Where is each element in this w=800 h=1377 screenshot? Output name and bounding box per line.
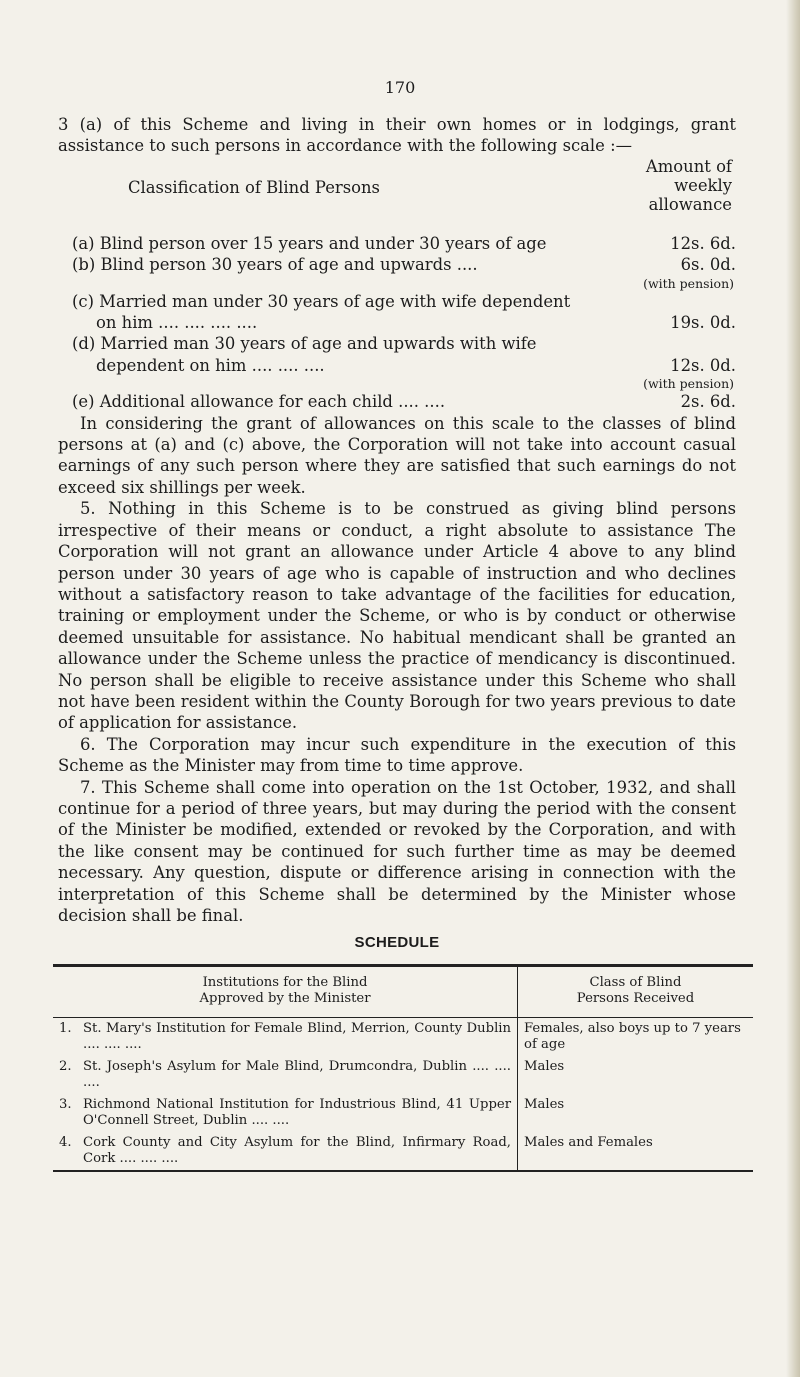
clause-3-intro: 3 (a) of this Scheme and living in their own homes or in lodgings, grant assistance to such persons in accordance with the following scale :— xyxy=(58,115,736,156)
table-row xyxy=(53,1132,753,1171)
schedule-table xyxy=(53,964,753,1172)
scale-value: 12s. 6d. xyxy=(670,233,736,253)
scale-label-cont: dependent on him .... .... .... xyxy=(96,355,325,375)
paragraph-6: 6. The Corporation may incur such expenditure in the execution of this Scheme as the Minister may from time to time approve. xyxy=(58,734,736,776)
paragraph-considering: In considering the grant of allowances on this scale to the classes of blind persons at (a) and (c) above, the Corporation will not take into account casual earnings of any such person where they are satisfied that such earnings do not exceed six shillings per week. xyxy=(58,413,736,497)
row-number: 4. xyxy=(59,1134,72,1150)
scale-label: (e) Additional allowance for each child .... .... xyxy=(72,392,446,412)
scale-value: 2s. 6d. xyxy=(680,392,736,412)
scale-item-e xyxy=(72,391,736,412)
table-row xyxy=(53,1056,753,1094)
page-edge-shadow xyxy=(786,0,800,1377)
header-line: Approved by the Minister xyxy=(199,990,371,1006)
pension-note: (with pension) xyxy=(643,275,734,291)
table-row xyxy=(53,1017,753,1056)
scale-label: (c) Married man under 30 years of age with wife dependent xyxy=(72,291,571,311)
institution-name: St. Joseph's Asylum for Male Blind, Drumcondra, Dublin .... .... .... xyxy=(83,1058,511,1090)
header-line: Persons Received xyxy=(576,990,695,1006)
schedule-title: SCHEDULE xyxy=(354,934,440,952)
scale-label: (a) Blind person over 15 years and under 30 years of age xyxy=(72,233,547,253)
scale-item-b xyxy=(72,254,736,275)
amount-heading-line: allowance xyxy=(648,194,732,214)
row-number: 1. xyxy=(59,1020,72,1036)
row-number: 3. xyxy=(59,1096,72,1112)
scale-item-c xyxy=(72,291,736,334)
paragraph-5: 5. Nothing in this Scheme is to be construed as giving blind persons irrespective of their means or conduct, a right absolute to assistance The Corporation will not grant an allowance under Article 4 above to any blind person under 30 years of age who is capable of instruction and who declines without a satisfactory reason to take advantage of the facilities for education, training or employment under the Scheme, or who is by conduct or otherwise deemed unsuitable for assistance. No habitual mendicant shall be granted an allowance under the Scheme unless the practice of mendicancy is discontinued. No person shall be eligible to receive assistance under this Scheme who shall not have been resident within the County Borough for two years previous to date of application for assistance. xyxy=(58,499,736,733)
page-number: 170 xyxy=(384,78,416,97)
class-received: Males xyxy=(524,1096,565,1112)
header-line: Class of Blind xyxy=(589,974,682,990)
schedule-col-institutions xyxy=(53,965,518,1017)
schedule-col-class xyxy=(518,965,754,1017)
scale-header xyxy=(58,157,736,233)
row-number: 2. xyxy=(59,1058,72,1074)
scale-value: 6s. 0d. xyxy=(680,255,736,275)
scale-label-cont: on him .... .... .... .... xyxy=(96,313,258,333)
amount-heading-line: Amount of xyxy=(645,156,732,176)
pension-note: (with pension) xyxy=(643,376,734,392)
allowance-scale xyxy=(58,233,736,413)
institution-name: Richmond National Institution for Industrious Blind, 41 Upper O'Connell Street, Dublin .... .... xyxy=(83,1096,511,1128)
class-received: Females, also boys up to 7 years of age xyxy=(524,1020,741,1052)
scale-item-d xyxy=(72,333,736,376)
schedule-header-row xyxy=(53,965,753,1017)
scale-label: (b) Blind person 30 years of age and upwards .... xyxy=(72,255,478,275)
classification-heading: Classification of Blind Persons xyxy=(128,177,380,197)
header-line: Institutions for the Blind xyxy=(202,974,368,990)
scale-value: 12s. 0d. xyxy=(670,355,736,375)
institution-name: Cork County and City Asylum for the Blind, Infirmary Road, Cork .... .... .... xyxy=(83,1134,511,1166)
institution-name: St. Mary's Institution for Female Blind, Merrion, County Dublin .... .... .... xyxy=(83,1020,511,1052)
class-received: Males and Females xyxy=(518,1132,754,1171)
amount-heading xyxy=(592,157,732,214)
scale-label: (d) Married man 30 years of age and upwards with wife xyxy=(72,334,537,354)
table-row xyxy=(53,1094,753,1132)
page-content xyxy=(58,114,741,1172)
amount-heading-line: weekly xyxy=(674,175,732,195)
paragraph-7: 7. This Scheme shall come into operation on the 1st October, 1932, and shall continue for a period of three years, but may during the period with the consent of the Minister be modified, extended or revoked by the Corporation, and with the like consent may be continued for such further time as may be deemed necessary. Any question, dispute or difference arising in connection with the interpretation of this Scheme shall be determined by the Minister whose decision shall be final. xyxy=(58,777,736,925)
class-received: Males xyxy=(524,1058,565,1074)
scale-value: 19s. 0d. xyxy=(670,313,736,333)
scale-item-a xyxy=(72,233,736,254)
